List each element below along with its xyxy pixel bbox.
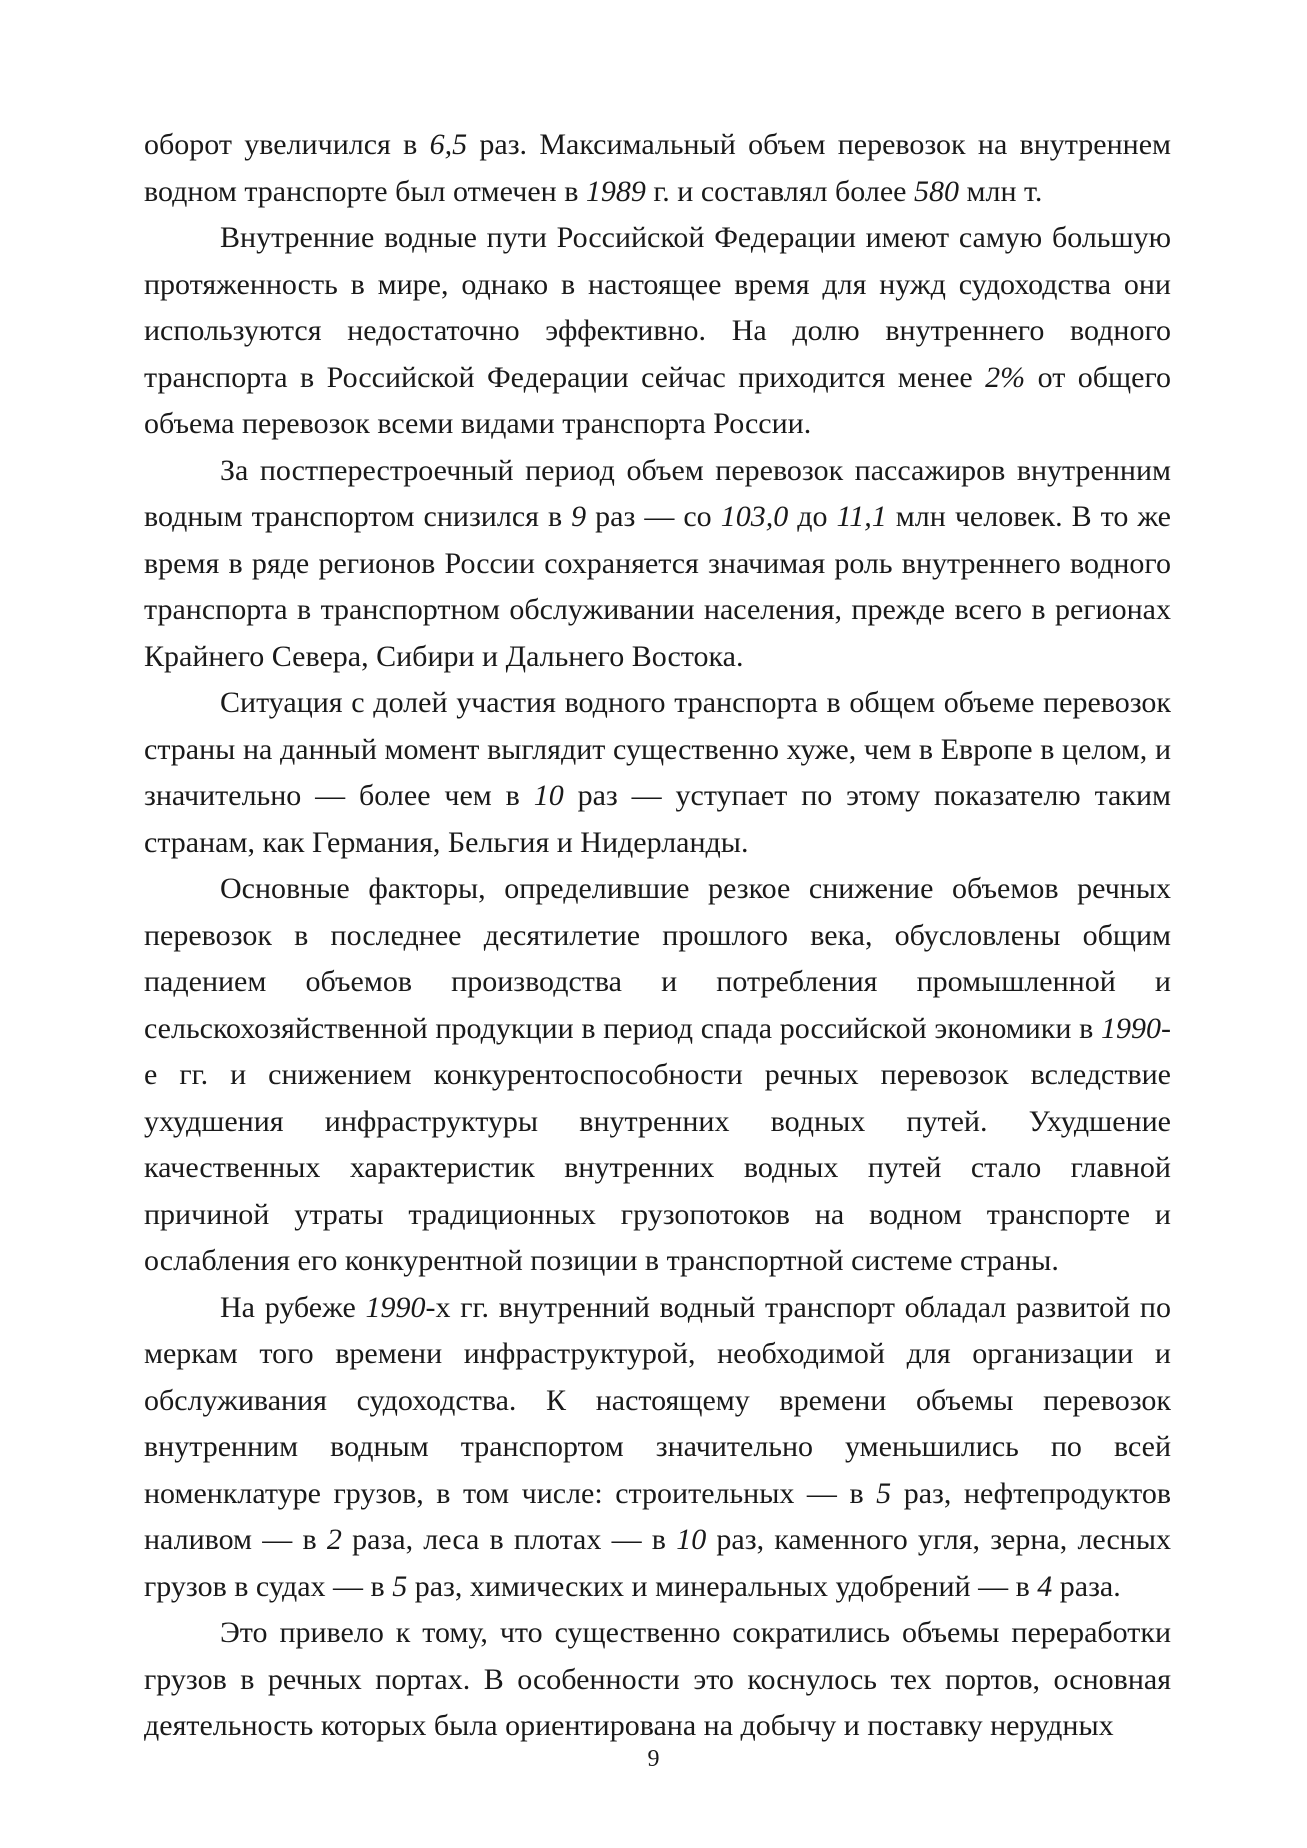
paragraph — [144, 866, 1171, 1285]
italic-number: 580 — [913, 174, 959, 208]
italic-number: 1989 — [585, 174, 646, 208]
text-run: раз, нефтепродуктов наливом — в — [144, 1476, 1172, 1556]
text-run: -х гг. внутренний водный транспорт обладал развитой по меркам того времени инфраструктурой, необходимой для организации и обслуживания судоходства. К настоящему времени объемы перевозок внутренним водным транспортом значительно уменьшились по всей номенклатуре грузов, в том числе: строительных — в — [144, 1290, 1171, 1510]
italic-number: 9 — [571, 500, 587, 533]
text-run: раза, леса в плотах — в — [341, 1523, 677, 1556]
italic-number: 1990 — [1101, 1011, 1161, 1045]
italic-number: 6,5 — [429, 128, 468, 161]
paragraph — [144, 680, 1171, 866]
paragraph — [144, 448, 1171, 681]
text-run: г. и составлял более — [645, 174, 914, 208]
text-run: раз — уступает по этому показателю таким странам, как Германия, Бельгия и Нидерланды. — [144, 779, 1171, 859]
text-run: оборот увеличился в — [144, 128, 430, 161]
italic-number: 5 — [876, 1476, 892, 1510]
italic-number: 2 — [326, 1523, 342, 1556]
italic-number: 10 — [676, 1523, 707, 1556]
text-run: -е гг. и снижением конкурентоспособности речных перевозок вследствие ухудшения инфраструктуры внутренних водных путей. Ухудшение качественных характеристик внутренних водных путей стало главной причиной утраты традиционных грузопотоков на водном транспорте и ослабления его конкурентной позиции в транспортной системе страны. — [144, 1011, 1171, 1277]
text-run: Внутренние водные пути Российской Федерации имеют самую большую протяженность в мире, однако в настоящее время для нужд судоходства они используются недостаточно эффективно. На долю внутреннего водного транспорта в Российской Федерации сейчас приходится менее — [144, 221, 1171, 394]
paragraph — [144, 215, 1171, 448]
text-run: млн человек. В то же время в ряде регионов России сохраняется значимая роль внутреннего водного транспорта в транспортном обслуживании населения, прежде всего в регионах Крайнего Севера, Сибири и Дальнего Востока. — [144, 500, 1171, 673]
italic-number: 4 — [1037, 1569, 1053, 1603]
italic-number: 11,1 — [836, 500, 887, 533]
text-run: Ситуация с долей участия водного транспорта в общем объеме перевозок страны на данный момент выглядит существенно хуже, чем в Европе в целом, и значительно — более чем в — [144, 686, 1171, 812]
text-run: раза. — [1052, 1569, 1121, 1603]
italic-number: 103,0 — [720, 500, 789, 533]
paragraph — [144, 122, 1171, 215]
italic-number: 10 — [533, 779, 564, 812]
italic-number: 5 — [392, 1569, 408, 1603]
paragraph — [144, 1285, 1171, 1611]
text-run: На рубеже — [220, 1290, 366, 1324]
text-run: раз, химических и минеральных удобрений — в — [407, 1569, 1038, 1603]
text-run: Это привело к тому, что существенно сократились объемы переработки грузов в речных портах. В особенности это коснулось тех портов, основная деятельность которых была ориентирована на добычу и поставку нерудных — [144, 1616, 1171, 1742]
text-run: раз — со — [586, 500, 721, 533]
page-number: 9 — [647, 1746, 660, 1772]
text-run: Основные факторы, определившие резкое снижение объемов речных перевозок в последнее десятилетие прошлого века, обусловлены общим падением объемов производства и потребления промышленной и сельскохозяйственной продукции в период спада российской экономики в — [144, 872, 1171, 1045]
text-run: млн т. — [958, 174, 1043, 208]
text-run: За постперестроечный период объем перевозок пассажиров внутренним водным транспортом снизился в — [144, 453, 1171, 533]
text-run: от общего объема перевозок всеми видами транспорта России. — [144, 360, 1172, 440]
italic-number: 1990 — [365, 1290, 426, 1324]
text-run: раз. Максимальный объем перевозок на внутреннем водном транспорте был отмечен в — [144, 128, 1172, 208]
text-run: раз, каменного угля, зерна, лесных грузов в судах — в — [144, 1523, 1172, 1603]
paragraph — [144, 1610, 1171, 1750]
body-text — [144, 122, 1171, 1750]
text-run: до — [788, 500, 837, 533]
italic-number: 2% — [985, 360, 1026, 394]
